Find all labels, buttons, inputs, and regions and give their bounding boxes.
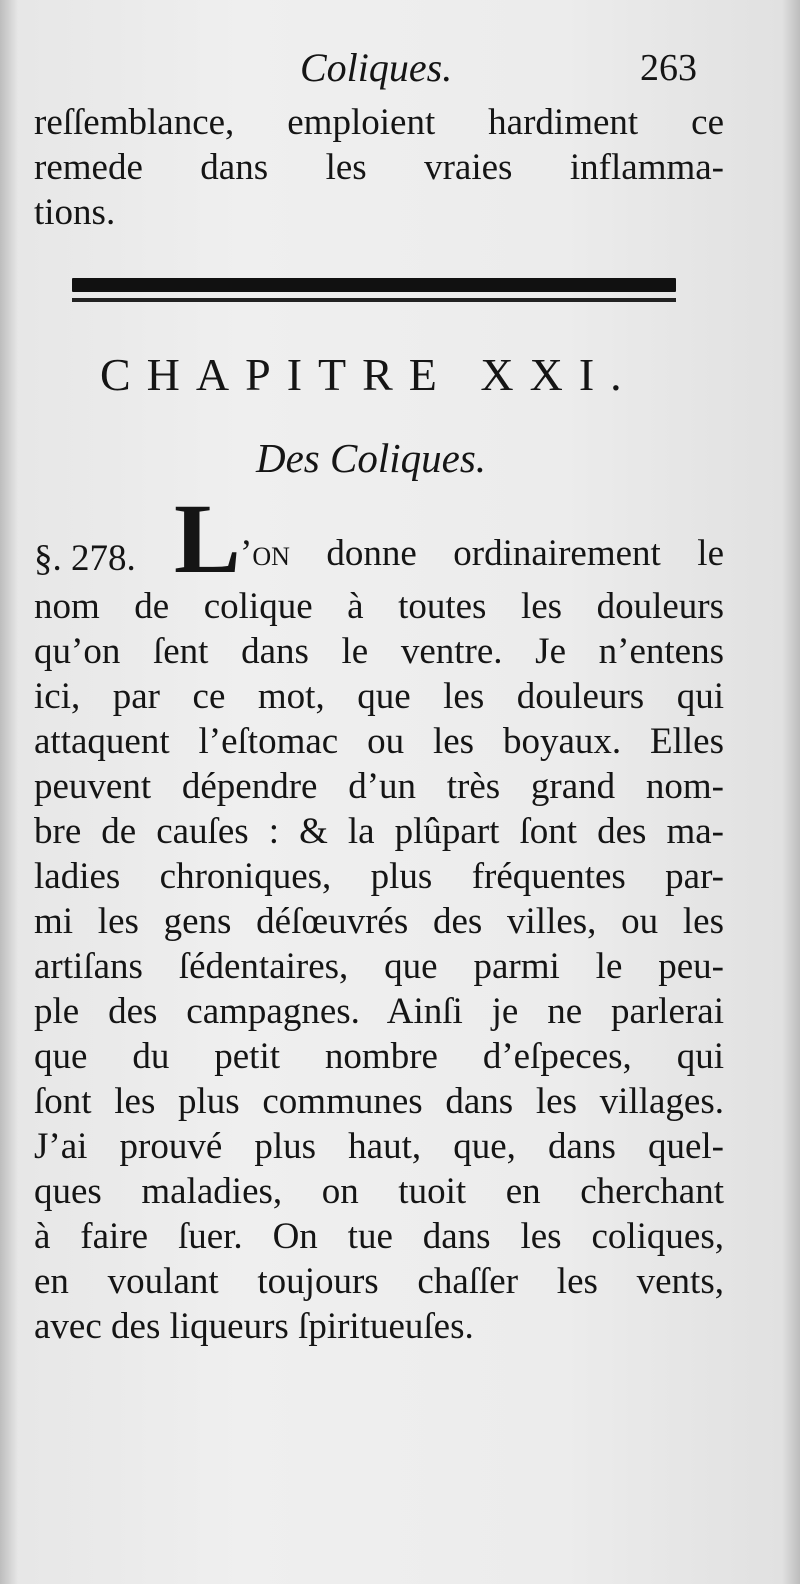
text-line: que du petit nombre d’eſpeces, qui (34, 1036, 724, 1077)
page-edge-shadow-right (782, 0, 800, 1584)
page-edge-shadow-left (0, 0, 18, 1584)
running-head (0, 44, 800, 96)
text-line: tions. (34, 192, 116, 233)
chapter-divider-rule (72, 278, 676, 306)
section-first-line (240, 531, 724, 576)
section-opening (34, 483, 724, 594)
text-line: ſont les plus communes dans les villages. (34, 1081, 724, 1122)
drop-cap-initial: L (174, 483, 241, 594)
section-body (34, 584, 724, 1349)
text-line: à faire ſuer. On tue dans les coliques, (34, 1216, 724, 1257)
text-line: mi les gens déſœuvrés des villes, ou les (34, 901, 724, 942)
divider-thick-line (72, 278, 676, 292)
chapter-subtitle: Des Coliques. (256, 435, 487, 481)
text-line: nom de colique à toutes les douleurs (34, 586, 724, 627)
text-line: bre de cauſes : & la plûpart ſont des ma- (34, 811, 724, 852)
first-line-rest: donne ordinairement le (289, 533, 724, 574)
text-line: en voulant toujours chaſſer les vents, (34, 1261, 724, 1302)
chapter-heading: CHAPITRE XXI. (100, 349, 638, 400)
divider-thin-line (72, 298, 676, 302)
running-title: Coliques. (300, 45, 453, 90)
text-line: ple des campagnes. Ainſi je ne parlerai (34, 991, 724, 1032)
text-line: remede dans les vraies inflamma- (34, 147, 724, 188)
text-line: ladies chroniques, plus fréquentes par- (34, 856, 724, 897)
text-line: ici, par ce mot, que les douleurs qui (34, 676, 724, 717)
text-line: peuvent dépendre d’un très grand nom- (34, 766, 724, 807)
text-line: qu’on ſent dans le ventre. Je n’entens (34, 631, 724, 672)
text-line: attaquent l’eſtomac ou les boyaux. Elles (34, 721, 724, 762)
section-number: §. 278. (34, 538, 136, 579)
page-number: 263 (640, 47, 697, 89)
small-caps-word: ’on (240, 533, 290, 574)
text-line: J’ai prouvé plus haut, que, dans quel- (34, 1126, 724, 1167)
text-line: avec des liqueurs ſpiritueuſes. (34, 1306, 474, 1347)
text-line: reſſemblance, emploient hardiment ce (34, 102, 724, 143)
carry-over-paragraph (34, 100, 724, 235)
text-line: artiſans ſédentaires, que parmi le peu- (34, 946, 724, 987)
text-line: ques maladies, on tuoit en cherchant (34, 1171, 724, 1212)
